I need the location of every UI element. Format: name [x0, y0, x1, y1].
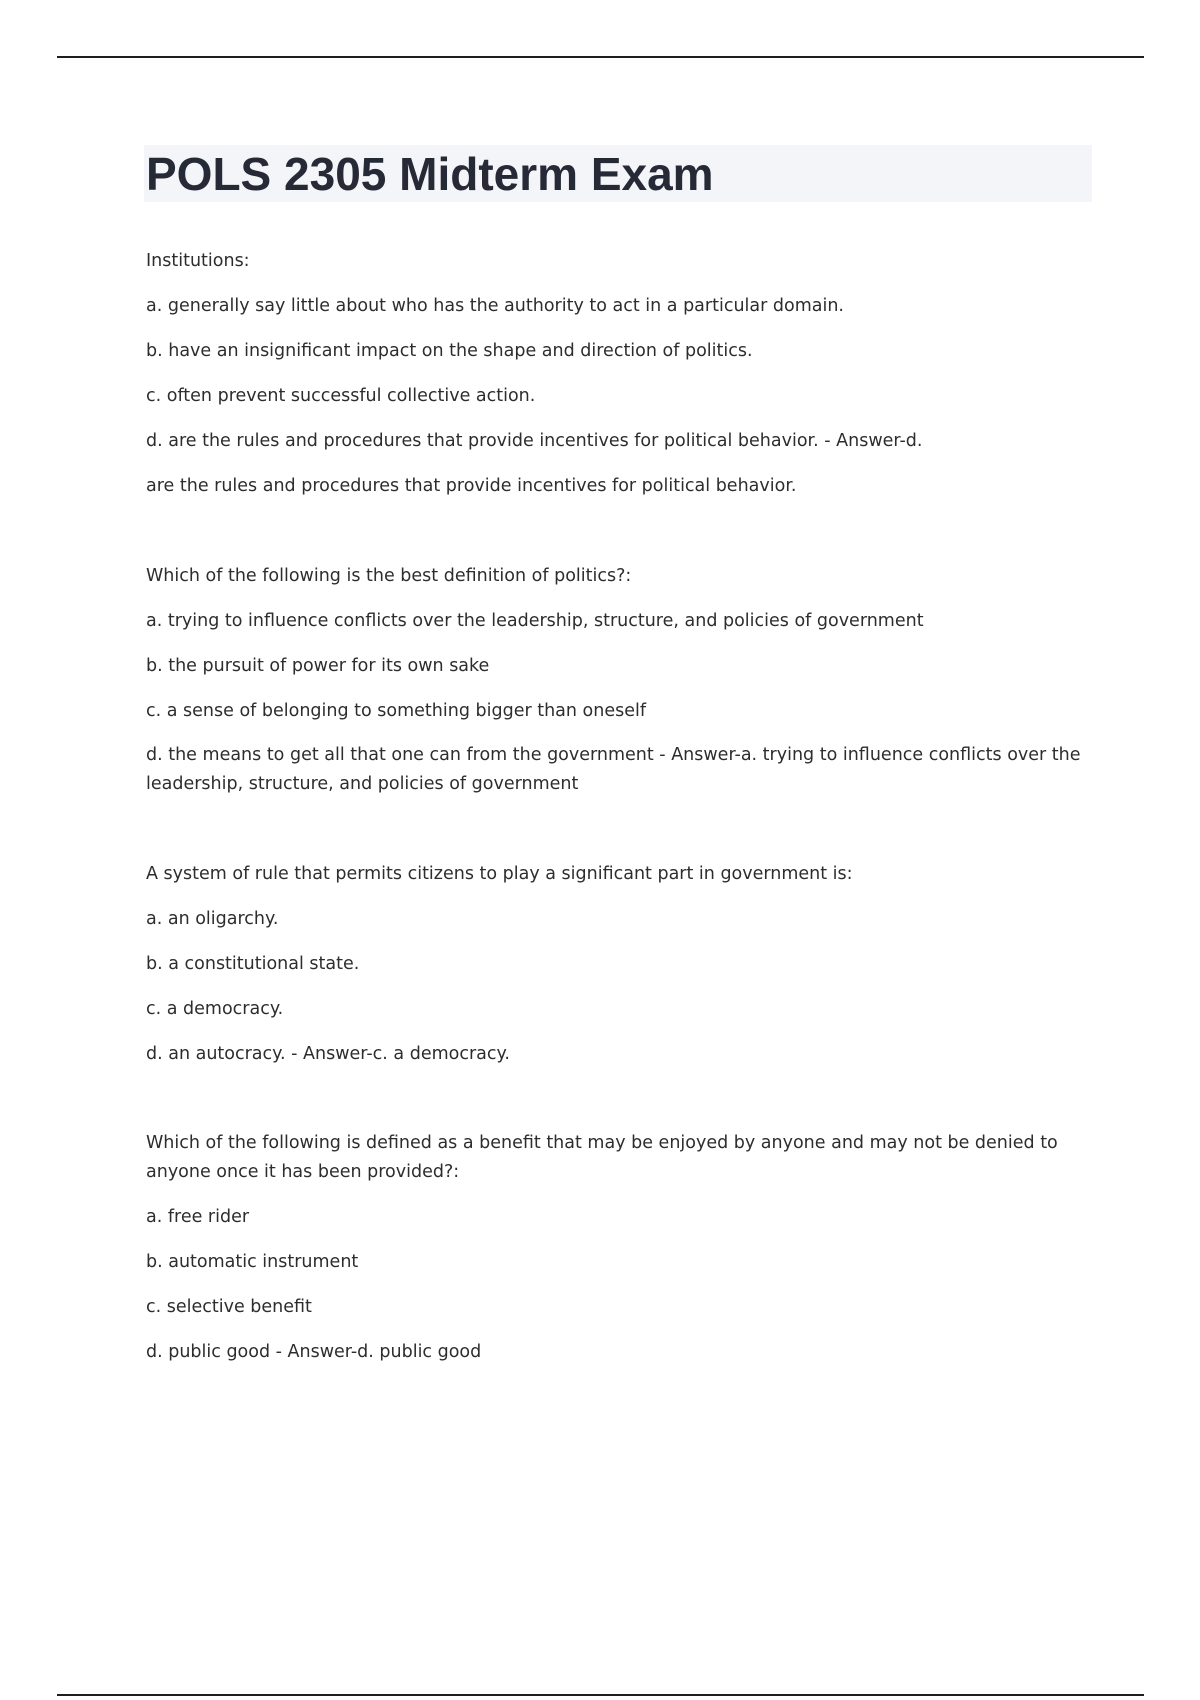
answer-option: b. the pursuit of power for its own sake	[146, 656, 490, 676]
document-body	[146, 246, 1086, 1427]
question-4	[146, 1129, 1086, 1367]
answer-option: a. trying to influence conflicts over the leadership, structure, and policies of government	[146, 611, 924, 631]
question-1	[146, 246, 1086, 501]
answer-option: d. the means to get all that one can from the government - Answer-a. trying to influence conflicts over the leadership, structure, and policies of government	[146, 745, 1081, 794]
answer-key: are the rules and procedures that provide incentives for political behavior.	[146, 476, 797, 496]
answer-option: b. automatic instrument	[146, 1252, 359, 1272]
answer-option: a. generally say little about who has the authority to act in a particular domain.	[146, 296, 844, 316]
answer-option: d. public good - Answer-d. public good	[146, 1342, 482, 1362]
question-prompt: Institutions:	[146, 251, 250, 271]
answer-option: c. a sense of belonging to something bigger than oneself	[146, 701, 647, 721]
question-2	[146, 561, 1086, 799]
top-divider	[57, 56, 1144, 58]
page-title: POLS 2305 Midterm Exam	[146, 148, 714, 200]
answer-option: a. an oligarchy.	[146, 909, 279, 929]
bottom-divider	[57, 1694, 1144, 1696]
answer-option: b. have an insignificant impact on the shape and direction of politics.	[146, 341, 753, 361]
answer-option: d. are the rules and procedures that provide incentives for political behavior. - Answer-d.	[146, 431, 923, 451]
question-3	[146, 859, 1086, 1069]
question-prompt: A system of rule that permits citizens to play a significant part in government is:	[146, 864, 853, 884]
answer-option: c. a democracy.	[146, 999, 284, 1019]
answer-option: b. a constitutional state.	[146, 954, 360, 974]
question-prompt: Which of the following is the best definition of politics?:	[146, 566, 632, 586]
answer-option: d. an autocracy. - Answer-c. a democracy.	[146, 1044, 510, 1064]
answer-option: a. free rider	[146, 1207, 250, 1227]
answer-option: c. selective benefit	[146, 1297, 312, 1317]
question-prompt: Which of the following is defined as a benefit that may be enjoyed by anyone and may not be denied to anyone once it has been provided?:	[146, 1133, 1058, 1182]
answer-option: c. often prevent successful collective action.	[146, 386, 536, 406]
